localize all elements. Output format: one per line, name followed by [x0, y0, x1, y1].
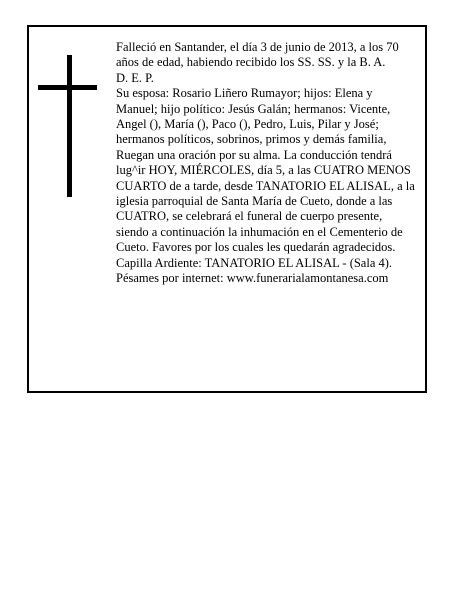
family-and-funeral-details: Su esposa: Rosario Liñero Rumayor; hijos: Elena y Manuel; hijo político: Jesús Galán; hermanos: Vicente, Angel (), María (), Paco (), Pedro, Luis, Pilar y José; hermanos políticos, sobrinos, primos y demás familia, Ruegan una oración por su alma. La conducción tendrá lug^ir HOY, MIÉRCOLES, día 5, a las CUATRO MENOS CUARTO de a tarde, desde TANATORIO EL ALISAL, a la iglesia parroquial de Santa María de Cueto, donde a las CUATRO, se celebrará el funeral de cuerpo presente, siendo a continuación la inhumación en el Cementerio de Cueto. Favores por los cuales les quedarán agradecidos. Capilla Ardiente: TANATORIO EL ALISAL - (Sala 4). — [116, 86, 415, 270]
death-announcement: Falleció en Santander, el día 3 de junio de 2013, a los 70 años de edad, habiendo recibido los SS. SS. y la B. A. — [116, 40, 399, 70]
condolences-website: Pésames por internet: www.funerarialamontanesa.com — [116, 271, 389, 286]
cross-horizontal-bar — [38, 85, 97, 90]
cross-vertical-bar — [67, 55, 72, 197]
obituary-text — [116, 40, 416, 287]
obituary-notice — [27, 25, 427, 393]
rip-line: D. E. P. — [116, 70, 154, 85]
